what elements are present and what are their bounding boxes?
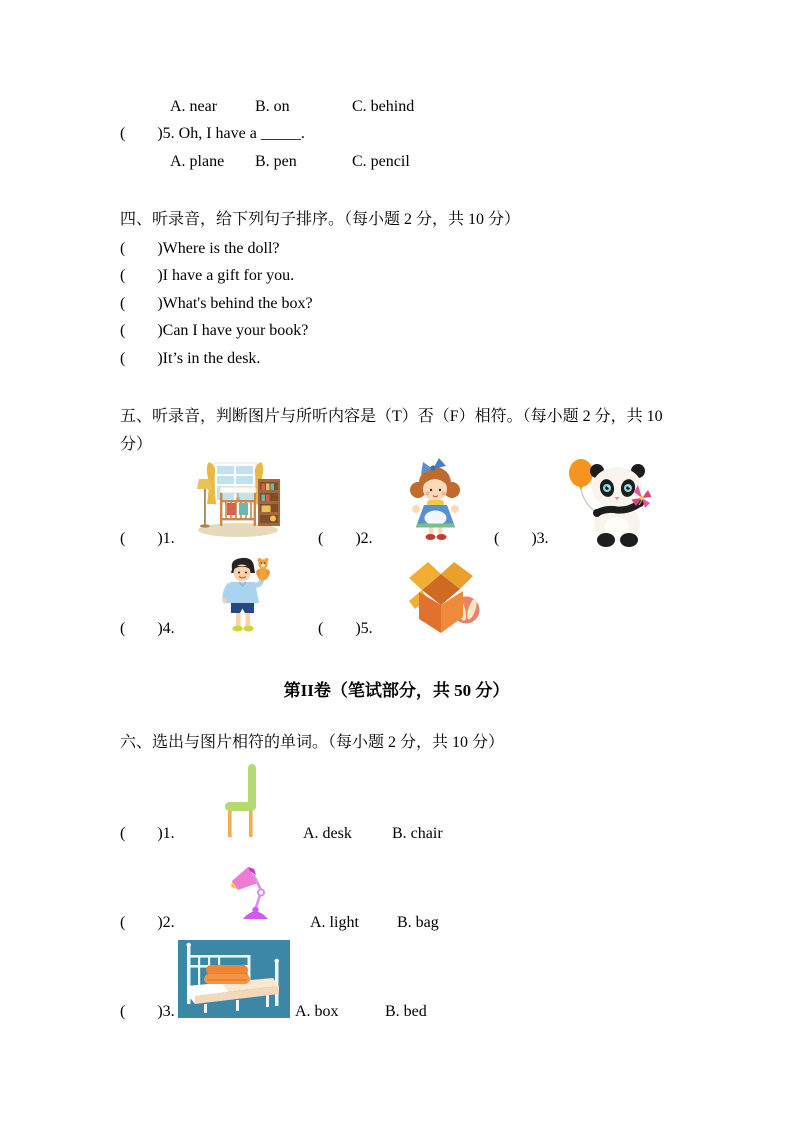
boy-with-teddy-image [213,555,273,633]
section4-heading: 四、听录音，给下列句子排序。（每小题 2 分，共 10 分） [120,211,521,228]
section5-label-1: ( )1. [120,530,175,547]
bed-image [178,940,290,1018]
section6-q2-label: ( )2. [120,914,175,931]
q4-option-c: C. behind [352,98,415,115]
lamp-image [231,866,273,923]
q4-option-a: A. near [170,98,218,115]
section6-q3-label: ( )3. [120,1003,175,1020]
section6-q2-option-a: A. light [310,914,359,931]
panda-image [566,456,652,548]
section6-q1-option-b: B. chair [392,825,443,842]
q5-stem: ( )5. Oh, I have a _____. [120,125,305,142]
part2-title: 第II卷（笔试部分，共 50 分） [283,681,510,700]
section4-item-1: ( )Where is the doll? [120,240,280,257]
section5-label-3: ( )3. [494,530,549,547]
section6-q1-option-a: A. desk [303,825,352,842]
nursery-room-image [193,462,283,539]
open-box-image [399,559,482,635]
section4-item-5: ( )It’s in the desk. [120,350,261,367]
section4-item-2: ( )I have a gift for you. [120,267,295,284]
q5-option-b: B. pen [255,153,297,170]
section4-item-3: ( )What's behind the box? [120,295,313,312]
section5-label-5: ( )5. [318,620,373,637]
q5-option-c: C. pencil [352,153,410,170]
section4-item-4: ( )Can I have your book? [120,322,309,339]
section5-heading-line1: 五、听录音，判断图片与所听内容是（T）否（F）相符。（每小题 2 分，共 10 [120,408,663,425]
chair-image [223,764,259,838]
section6-heading: 六、选出与图片相符的单词。（每小题 2 分，共 10 分） [120,734,505,751]
q5-option-a: A. plane [170,153,225,170]
doll-image [403,457,468,543]
section5-label-4: ( )4. [120,620,175,637]
section6-q1-label: ( )1. [120,825,175,842]
section5-heading-line2: 分） [120,436,153,453]
section6-q3-option-b: B. bed [385,1003,427,1020]
section6-q2-option-b: B. bag [397,914,439,931]
section6-q3-option-a: A. box [295,1003,339,1020]
q4-option-b: B. on [255,98,290,115]
section5-label-2: ( )2. [318,530,373,547]
